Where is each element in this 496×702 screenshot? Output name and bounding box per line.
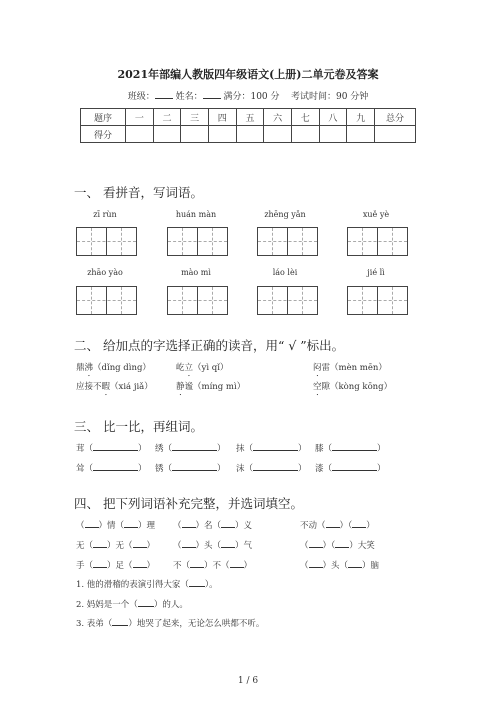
char-text: 绣	[155, 444, 164, 454]
word-text: 鼎	[76, 363, 85, 373]
page-number: 1 / 6	[237, 676, 259, 686]
score-header-cell: 二	[153, 109, 181, 126]
compare-item: 抹（ ）	[236, 444, 307, 454]
page-title: 2021年部编人教版四年级语文(上册)二单元卷及答案	[117, 68, 379, 81]
sentence-blank[interactable]	[138, 598, 154, 607]
compare-item: 沫（ ）	[236, 464, 307, 474]
idiom-item	[300, 559, 379, 571]
idiom-text: 手（	[76, 561, 94, 571]
pinyin-label: jié lì	[367, 268, 385, 277]
writing-box[interactable]	[347, 227, 408, 256]
pronunciation-options[interactable]: （xiá jiǎ）	[110, 382, 153, 392]
class-label: 班级：	[127, 92, 155, 102]
compare-item: 锈（ ）	[155, 464, 226, 474]
pinyin-label: huán màn	[175, 210, 217, 219]
idiom-text: ）	[146, 561, 156, 571]
idiom-item	[76, 539, 155, 551]
idiom-blank[interactable]	[133, 559, 147, 568]
reading-item	[176, 361, 228, 378]
score-header-cell: 三	[181, 109, 209, 126]
idiom-text: ）（	[339, 521, 353, 531]
word-blank[interactable]	[332, 442, 377, 451]
score-header-cell: 六	[264, 109, 292, 126]
reading-item	[76, 380, 153, 397]
word-blank[interactable]	[253, 442, 298, 451]
pinyin-label: mào mì	[181, 268, 211, 277]
idiom-text: ）足（	[107, 561, 133, 571]
char-text: 膝	[315, 444, 324, 454]
score-table-score-row	[81, 126, 416, 143]
compare-item: 膝（ ）	[315, 444, 386, 454]
compare-item: 漆（ ）	[315, 464, 386, 474]
idiom-blank[interactable]	[230, 559, 244, 568]
compare-item: 耸（ ）	[76, 464, 147, 474]
score-row-label: 得分	[81, 126, 126, 143]
idiom-item	[300, 539, 375, 551]
idiom-blank[interactable]	[93, 539, 107, 548]
idiom-text: ）名（	[195, 521, 222, 531]
pinyin-label: zī rùn	[93, 210, 117, 219]
idiom-item	[300, 519, 375, 531]
word-text: 屹	[176, 363, 185, 373]
word-text: 谧	[184, 382, 194, 392]
idiom-text: 不（	[173, 561, 191, 571]
score-cell[interactable]	[236, 126, 264, 143]
idiom-text: ）	[366, 521, 375, 531]
dotted-char: 静	[176, 382, 185, 392]
dotted-char: 沸	[84, 363, 94, 373]
char-text: 锈	[155, 464, 164, 474]
score-header-cell: 题序	[81, 109, 126, 126]
idiom-blank[interactable]	[182, 519, 196, 528]
idiom-item	[76, 559, 155, 571]
score-cell[interactable]	[319, 126, 347, 143]
idiom-blank[interactable]	[221, 539, 235, 548]
score-cell[interactable]	[347, 126, 375, 143]
idiom-text: （	[300, 541, 309, 551]
reading-item	[76, 361, 151, 378]
pronunciation-options[interactable]: （míng mì）	[193, 382, 246, 392]
reading-item	[313, 380, 392, 397]
dotted-char: 暇	[101, 382, 111, 392]
pinyin-label: zhāo yào	[87, 268, 123, 277]
section2-heading: 二、 给加点的字选择正确的读音，用“ √ ”标出。	[74, 338, 345, 353]
idiom-blank[interactable]	[133, 539, 147, 548]
name-label: 姓名：	[175, 92, 203, 102]
idiom-blank[interactable]	[221, 519, 235, 528]
idiom-item	[173, 519, 252, 531]
sentence-blank[interactable]	[112, 617, 128, 626]
reading-item	[313, 361, 387, 378]
pinyin-label: láo lèi	[272, 268, 298, 277]
writing-box[interactable]	[167, 227, 228, 256]
score-cell[interactable]	[208, 126, 236, 143]
idiom-blank[interactable]	[124, 519, 138, 528]
idiom-text: ）气	[235, 541, 253, 551]
reading-item	[176, 380, 245, 397]
score-cell[interactable]	[264, 126, 292, 143]
sentence-text: ）的人。	[153, 600, 188, 610]
idiom-blank[interactable]	[85, 519, 99, 528]
sentence-text: ）。	[204, 580, 218, 590]
idiom-text: （	[300, 561, 309, 571]
name-blank[interactable]	[203, 90, 221, 99]
char-text: 茸	[76, 444, 85, 454]
idiom-text: （	[76, 521, 85, 531]
sentence-text: ）地哭了起来，无论怎么哄都不听。	[128, 619, 265, 629]
idiom-text: ）大笑	[349, 541, 375, 551]
word-blank[interactable]	[172, 442, 217, 451]
idiom-text: ）头（	[322, 561, 349, 571]
idiom-blank[interactable]	[182, 539, 196, 548]
idiom-text: ）义	[235, 521, 253, 531]
idiom-blank[interactable]	[348, 559, 362, 568]
idiom-text: ）理	[138, 521, 156, 531]
fill-sentence	[76, 578, 218, 590]
idiom-blank[interactable]	[335, 539, 349, 548]
writing-box[interactable]	[76, 227, 137, 256]
compare-item: 茸（ ）	[76, 444, 147, 454]
score-header-cell: 九	[347, 109, 375, 126]
score-table	[80, 108, 416, 143]
score-header-cell: 四	[208, 109, 236, 126]
pinyin-label: xuě yè	[362, 210, 390, 219]
dotted-char: 空	[313, 382, 322, 392]
idiom-blank[interactable]	[309, 559, 323, 568]
score-table-header-row	[81, 109, 416, 126]
time-label: 考试时间：90 分钟	[290, 92, 369, 102]
pronunciation-options[interactable]: （mèn mēn）	[330, 363, 387, 373]
word-blank[interactable]	[172, 462, 217, 471]
idiom-text: （	[173, 521, 182, 531]
sentence-text: 1. 他的滑稽的表演引得大家（	[76, 580, 189, 590]
idiom-text: ）（	[322, 541, 336, 551]
writing-box[interactable]	[167, 286, 228, 315]
word-blank[interactable]	[93, 462, 138, 471]
idiom-text: ）	[243, 561, 253, 571]
score-header-cell: 七	[291, 109, 319, 126]
idiom-text: ）无（	[107, 541, 133, 551]
sentence-blank[interactable]	[189, 578, 205, 587]
idiom-blank[interactable]	[190, 559, 204, 568]
idiom-blank[interactable]	[309, 539, 323, 548]
writing-box[interactable]	[76, 286, 137, 315]
score-cell[interactable]	[181, 126, 209, 143]
idiom-text: 无（	[76, 541, 94, 551]
writing-box[interactable]	[257, 227, 318, 256]
idiom-text: ）脑	[362, 561, 380, 571]
score-cell[interactable]	[291, 126, 319, 143]
score-header-cell: 八	[319, 109, 347, 126]
score-label: 满分：100 分	[223, 92, 280, 102]
idiom-text: ）不（	[204, 561, 230, 571]
char-text: 耸	[76, 464, 85, 474]
word-text: 应接不	[76, 382, 102, 392]
score-header-cell: 一	[126, 109, 154, 126]
idiom-item	[173, 559, 252, 571]
fill-sentence	[76, 617, 264, 629]
idiom-item	[76, 519, 155, 531]
char-text: 抹	[236, 444, 245, 454]
pronunciation-options[interactable]: （kòng kōng）	[330, 382, 393, 392]
idiom-text: ）	[146, 541, 156, 551]
dotted-char: 立	[184, 363, 194, 373]
pinyin-label: zhēng yǎn	[264, 210, 306, 219]
exam-info	[0, 89, 496, 102]
char-text: 漆	[315, 464, 324, 474]
idiom-blank[interactable]	[326, 519, 340, 528]
sentence-text: 3. 表弟（	[76, 619, 113, 629]
writing-box[interactable]	[257, 286, 318, 315]
fill-sentence	[76, 598, 188, 610]
compare-item: 绣（ ）	[155, 444, 226, 454]
word-blank[interactable]	[332, 462, 377, 471]
idiom-blank[interactable]	[352, 519, 366, 528]
idiom-text: ）情（	[98, 521, 125, 531]
score-cell[interactable]	[375, 126, 416, 143]
score-cell[interactable]	[153, 126, 181, 143]
writing-box[interactable]	[347, 286, 408, 315]
score-cell[interactable]	[126, 126, 154, 143]
word-blank[interactable]	[253, 462, 298, 471]
score-header-cell: 五	[236, 109, 264, 126]
pronunciation-options[interactable]: （yì qǐ）	[193, 363, 229, 373]
idiom-text: （	[173, 541, 182, 551]
word-text: 隙	[321, 382, 331, 392]
sentence-text: 2. 妈妈是一个（	[76, 600, 138, 610]
pronunciation-options[interactable]: （dǐng dìng）	[93, 363, 151, 373]
idiom-text: 不动（	[300, 521, 326, 531]
word-text: 雷	[321, 363, 331, 373]
idiom-blank[interactable]	[93, 559, 107, 568]
dotted-char: 闷	[313, 363, 322, 373]
word-blank[interactable]	[93, 442, 138, 451]
score-header-cell: 总分	[375, 109, 416, 126]
section4-heading: 四、 把下列词语补充完整，并选词填空。	[74, 496, 303, 511]
idiom-text: ）头（	[195, 541, 222, 551]
idiom-item	[173, 539, 252, 551]
section3-heading: 三、 比一比，再组词。	[74, 419, 203, 434]
char-text: 沫	[236, 464, 245, 474]
section1-heading: 一、 看拼音，写词语。	[74, 185, 203, 200]
class-blank[interactable]	[155, 90, 173, 99]
